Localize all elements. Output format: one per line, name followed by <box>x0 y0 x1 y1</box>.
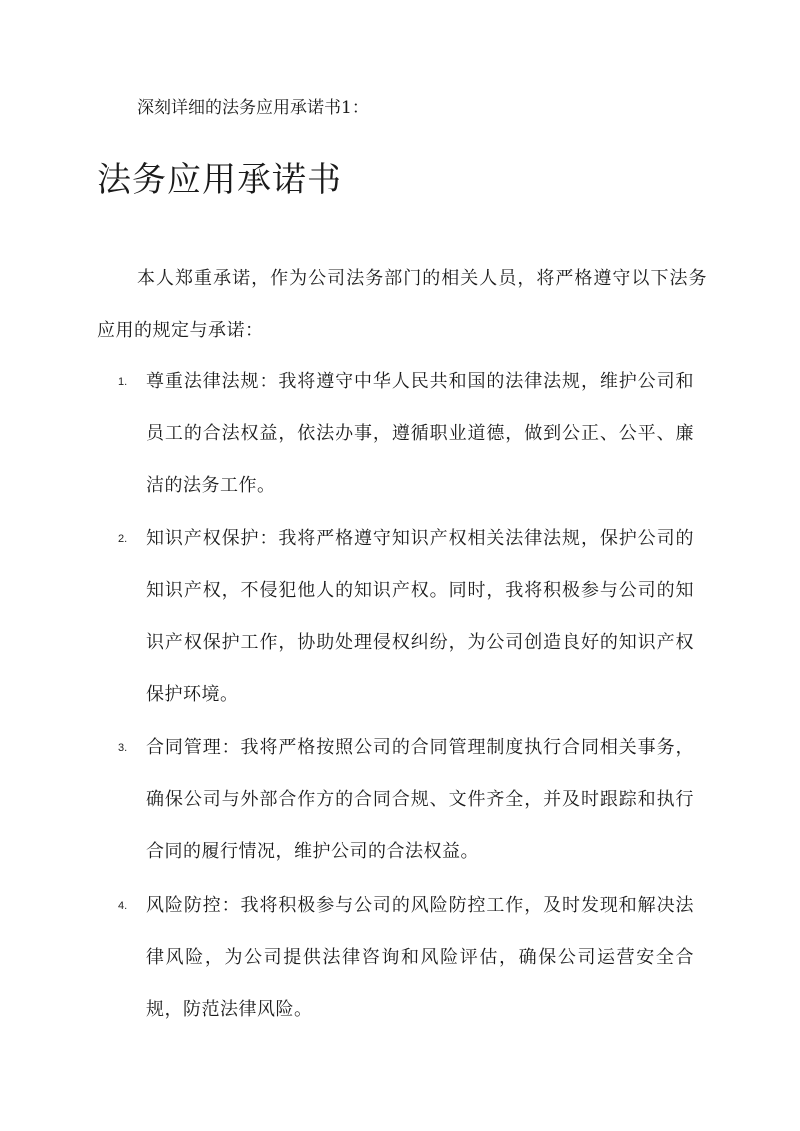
list-item-text: 合同管理：我将严格按照公司的合同管理制度执行合同相关事务，确保公司与外部合作方的合同合规、文件齐全，并及时跟踪和执行合同的履行情况，维护公司的合法权益。 <box>146 737 694 862</box>
list-item-number: 1. <box>118 376 128 388</box>
document-subtitle: 深刻详细的法务应用承诺书1： <box>137 98 369 118</box>
list-item-number: 4. <box>118 900 128 912</box>
list-item-number: 3. <box>118 742 128 754</box>
list-item-text: 知识产权保护：我将严格遵守知识产权相关法律法规，保护公司的知识产权，不侵犯他人的知识产权。同时，我将积极参与公司的知识产权保护工作，协助处理侵权纠纷，为公司创造良好的知识产权保护环境。 <box>146 528 694 705</box>
list-item-number: 2. <box>118 533 128 545</box>
list-item-text: 尊重法律法规：我将遵守中华人民共和国的法律法规，维护公司和员工的合法权益，依法办事，遵循职业道德，做到公正、公平、廉洁的法务工作。 <box>146 371 694 496</box>
document-title: 法务应用承诺书 <box>97 160 342 200</box>
list-item-text: 风险防控：我将积极参与公司的风险防控工作，及时发现和解决法律风险，为公司提供法律咨询和风险评估，确保公司运营安全合规，防范法律风险。 <box>146 895 694 1020</box>
intro-paragraph: 本人郑重承诺，作为公司法务部门的相关人员，将严格遵守以下法务应用的规定与承诺： <box>97 268 707 341</box>
